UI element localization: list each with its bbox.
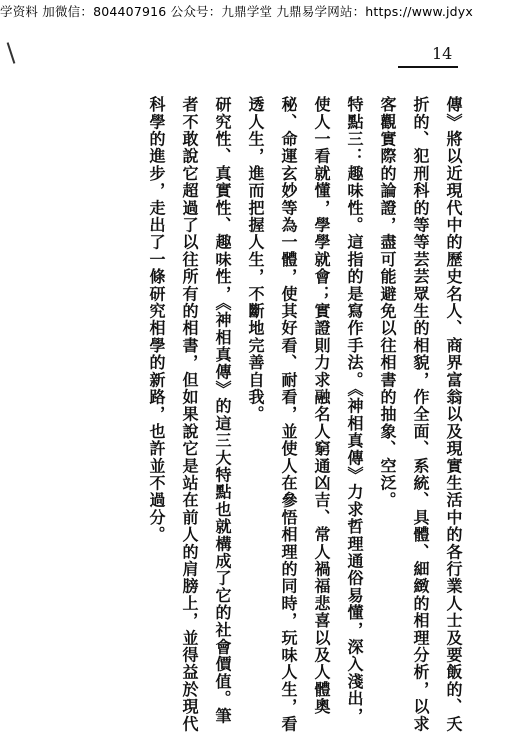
paragraph-1: 傳》將以近現代中的歷史名人、商界富翁以及現實生活中的各行業人士及要飯的、夭折的、犯刑科的等等芸芸眾生的相貌，作全面、系統、具體、細緻的相理分析，以求客觀實際的論證，盡可能避免以往相書的抽象、空泛。 (378, 96, 463, 733)
header-rule (398, 66, 458, 68)
paragraph-3: 研究性、真實性、趣味性，《神相真傳》的這三大特點也就構成了它的社會價值。筆者不敢說它超過了以往所有的相書，但如果說它是站在前人的肩膀上，並得益於現代科學的進步，走出了一條研究相學的新路，也許並不過分。 (147, 96, 232, 733)
watermark-banner: 学资料 加微信：804407916 公众号：九鼎学堂 九鼎易学网站：https://www.jdyx (0, 4, 474, 19)
paragraph-2: 特點三：趣味性。這指的是寫作手法。《神相真傳》力求哲理通俗易懂，深入淺出，使人一看就懂，學學就會；實證則力求融名人窮通凶吉、常人禍福悲喜以及人體奧秘、命運玄妙等為一體，使其好看、耐看，並使人在參悟相理的同時，玩味人生，看透人生，進而把握人生，不斷地完善自我。 (246, 96, 364, 733)
body-text (147, 96, 470, 736)
margin-mark (7, 42, 16, 64)
page-number: 14 (432, 44, 453, 63)
